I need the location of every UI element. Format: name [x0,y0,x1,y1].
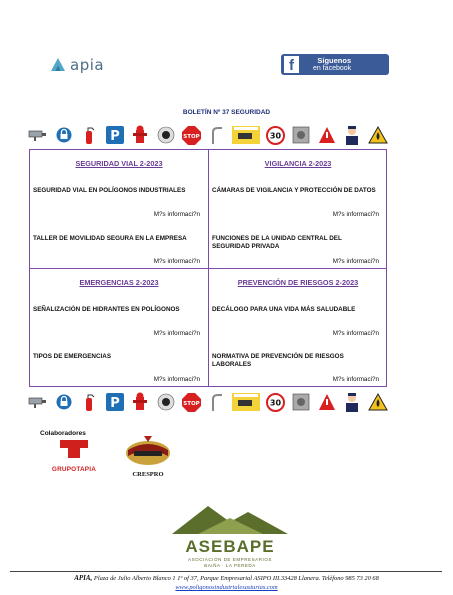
more-info-link[interactable]: M?s informaci?n [332,211,379,218]
sections-grid [29,149,387,387]
article-title[interactable]: DECÁLOGO PARA UNA VIDA MÁS SALUDABLE [212,306,356,313]
facebook-follow-button[interactable] [281,54,389,75]
svg-text:30: 30 [270,131,282,140]
warning-triangle-icon [317,125,337,145]
footer-brand: APIA, [74,574,93,582]
section-title[interactable]: SEGURIDAD VIAL 2-2023 [75,159,163,168]
more-info-link[interactable]: M?s informaci?n [332,258,379,265]
apia-triangle-icon [50,57,66,73]
asebape-logo [168,504,292,569]
parking-sign-icon [105,125,125,145]
svg-text:STOP: STOP [182,133,200,140]
facebook-line2: en facebook [313,64,352,72]
grespro-logo-text: CRESPRO [132,471,164,478]
article-title[interactable]: CÁMARAS DE VIGILANCIA Y PROTECCIÓN DE DATOS [212,187,376,194]
asebape-name: ASEBAPE [185,537,275,556]
article-title[interactable]: FUNCIONES DE LA UNIDAD CENTRAL DEL SEGURIDAD PRIVADA [212,235,342,250]
footer-address-text: Plaza de Julio Alberto Blanco 1 1º of 37, Parque Empresarial ASIPO III.33428 Llanera. Teléfono 985 73 20 68 [92,575,379,582]
apia-logo-text: apia [70,56,105,74]
security-guard-icon [342,125,362,145]
footer-divider [10,571,442,572]
speed-limit-30-icon [266,125,286,145]
article-title[interactable]: TIPOS DE EMERGENCIAS [33,353,112,360]
hazard-sign-icon [368,392,388,412]
svg-text:P: P [109,129,120,144]
footer-website-link[interactable]: www.poligonosindustrialesasturias.com [175,584,278,591]
more-info-link[interactable]: M?s informaci?n [332,330,379,337]
more-info-link[interactable]: M?s informaci?n [153,376,200,383]
article-title[interactable]: SEÑALIZACIÓN DE HIDRANTES EN POLÍGONOS [33,306,180,313]
asebape-subtitle-2: BAIÑA · LA PEREDA [204,563,256,568]
traffic-barrier-icon [207,392,227,412]
dome-camera-icon [156,125,176,145]
fire-extinguisher-icon [79,392,99,412]
padlock-icon [54,392,74,412]
stop-sign-icon [181,392,201,412]
asebape-subtitle-1: ASOCIACIÓN DE EMPRESARIOS [188,557,272,562]
icon-strip-bottom [28,391,388,413]
fire-hydrant-icon [130,125,150,145]
section-title[interactable]: PREVENCIÓN DE RIESGOS 2-2023 [237,278,359,287]
more-info-link[interactable]: M?s informaci?n [153,258,200,265]
more-info-link[interactable]: M?s informaci?n [332,376,379,383]
traffic-barrier-icon [207,125,227,145]
article-title[interactable]: SEGURIDAD VIAL EN POLÍGONOS INDUSTRIALES [33,187,186,194]
tapia-logo-text: GRUPOTAPIA [51,466,97,473]
speed-limit-30-icon [266,392,286,412]
article-title[interactable]: NORMATIVA DE PREVENCIÓN DE RIESGOS LABORALES [212,353,344,368]
fire-extinguisher-icon [79,125,99,145]
dome-camera-icon [156,392,176,412]
security-guard-icon [342,392,362,412]
grupo-tapia-logo[interactable] [48,438,100,473]
svg-text:P: P [109,396,120,411]
facebook-line1: Síguenos [317,55,352,65]
mountains-icon [168,504,292,534]
warning-triangle-icon [317,392,337,412]
footer-address [0,574,453,582]
fire-hydrant-icon [130,392,150,412]
speed-camera-warning-icon [232,125,260,145]
collaborators-label: Colaboradores [40,430,86,437]
stop-sign-icon [181,125,201,145]
hazard-sign-icon [368,125,388,145]
facebook-icon: f [284,56,299,73]
svg-text:STOP: STOP [182,400,200,407]
section-prevencion-riesgos [209,269,387,387]
grespro-emblem-icon [122,436,174,468]
bulletin-title: BOLETÍN Nº 37 SEGURIDAD [182,109,271,116]
icon-strip-top [28,124,388,146]
padlock-icon [54,125,74,145]
parking-sign-icon [105,392,125,412]
svg-text:30: 30 [270,398,282,407]
grespro-logo[interactable] [122,436,174,478]
section-seguridad-vial [30,150,208,268]
more-info-link[interactable]: M?s informaci?n [153,211,200,218]
safe-icon [291,392,311,412]
speed-camera-warning-icon [232,392,260,412]
safe-icon [291,125,311,145]
cctv-camera-icon [28,125,48,145]
section-title[interactable]: EMERGENCIAS 2-2023 [79,278,159,287]
article-title[interactable]: TALLER DE MOVILIDAD SEGURA EN LA EMPRESA [33,235,187,242]
cctv-camera-icon [28,392,48,412]
section-vigilancia [209,150,387,268]
more-info-link[interactable]: M?s informaci?n [153,330,200,337]
section-title[interactable]: VIGILANCIA 2-2023 [264,159,332,168]
apia-logo [50,56,104,74]
section-emergencias [30,269,208,387]
tapia-mark-icon [48,438,100,460]
